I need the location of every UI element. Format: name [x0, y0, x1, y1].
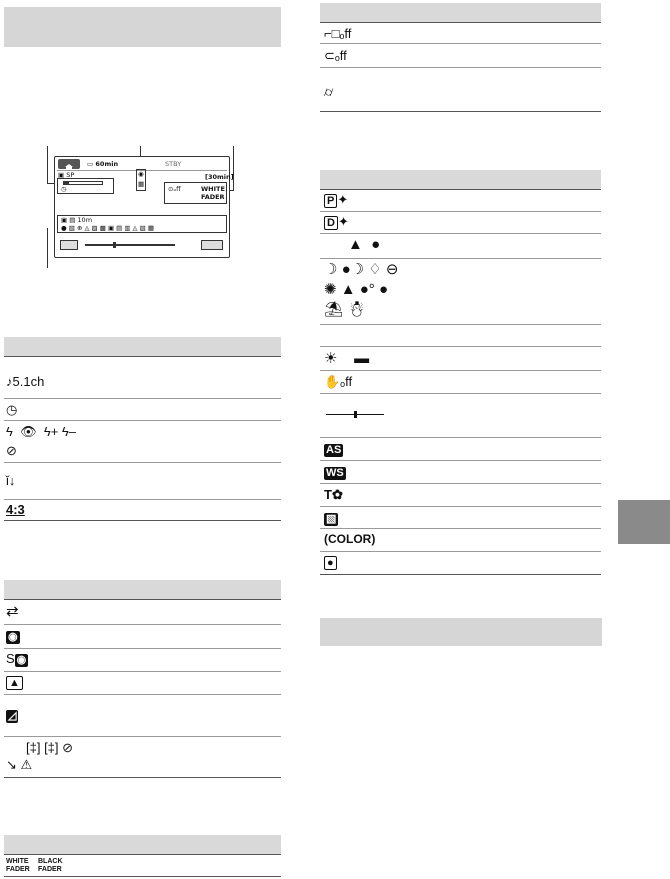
play-button[interactable] [60, 240, 78, 250]
timer-icon: ◷ [61, 185, 67, 193]
lcd-screen [54, 156, 234, 258]
memory-warning-icons: [‡] [‡] ⊘ [26, 740, 74, 755]
super-nightshot-icon: S ◉ [6, 651, 27, 666]
home-button[interactable] [58, 159, 80, 169]
wide-select-icon: WS [326, 467, 344, 479]
scene-icons-2: ☽ ●☽ ♢ ⊖ [324, 261, 399, 278]
fader-box: ⊙ₒff WHITE FADER [164, 182, 227, 204]
lcd-off-icon: ⌐□ₒff [324, 26, 352, 41]
surround-icon: ♪5.1ch [6, 374, 45, 389]
scene-icons-1: ▲ ● [348, 236, 381, 253]
repeat-icon: ⇄ [6, 603, 19, 620]
mode-icons: ● ▧ ⊕ ◬ ▨ ▩ ▣ ▤ ▥ ◬ ▧ ▦ [61, 224, 154, 232]
quality-icon: ▣ SP [58, 171, 75, 179]
mic-level-icon: ǐ↓ [6, 473, 16, 488]
lcd-diagram [40, 146, 235, 261]
aspect-icon: 4:3 [6, 502, 25, 517]
d-effect-icon: D ✦ [324, 214, 349, 230]
flash-off-icon: ⊘ [6, 443, 17, 458]
table-header-band [320, 170, 601, 189]
face-icon: ◉ [138, 170, 144, 178]
backlight-icon: ▲ [6, 674, 23, 690]
scene-icons-4: ⛱ ☃ [324, 301, 367, 318]
grid-icon: ▦ [138, 180, 145, 188]
x-v-color-icon: (COLOR) [324, 532, 376, 546]
nightshot-icon: ◉ [8, 631, 18, 643]
options-button[interactable] [201, 240, 223, 250]
callout-line [233, 146, 234, 191]
zoom-bar [85, 244, 175, 246]
callout-line [47, 228, 48, 268]
p-effect-icon: P ✦ [324, 192, 348, 208]
black-fader-label: BLACK FADER [38, 858, 63, 873]
battery-indicator: ▭ 60min [87, 160, 119, 168]
off-icon: ⊙ₒff [168, 185, 181, 193]
steadyshot-off-icon: ✋ₒff [324, 374, 353, 389]
callout-line [140, 146, 141, 156]
status-row-box [57, 215, 227, 233]
warning-icons: ↘ ⚠ [6, 757, 33, 772]
section-title-box [320, 618, 602, 646]
center-icon-box [136, 169, 146, 191]
zebra-icon: ▧ [326, 513, 337, 525]
hdd-icon: ⌭ [324, 84, 334, 99]
section-side-tab [618, 500, 670, 544]
callout-line [47, 146, 48, 184]
status-text: STBY [165, 160, 182, 168]
table-header-band [4, 580, 281, 599]
face-detection-icon: ● [324, 554, 337, 570]
table-header-band [4, 835, 281, 854]
volume-box [57, 178, 114, 194]
tele-macro-icon: T✿ [324, 487, 343, 502]
white-balance-icons: ☀ ▬ [324, 350, 370, 367]
remote-off-icon: ⊂ₒff [324, 48, 347, 63]
white-fader-label: WHITE FADER [6, 858, 30, 873]
color-slow-shutter-icon: ◿ [8, 710, 17, 722]
self-timer-icon: ◷ [6, 402, 18, 417]
table-header-band [4, 337, 281, 356]
remaining-time: [30min] [205, 173, 234, 181]
auto-slow-shutter-icon: AS [326, 444, 342, 456]
table-header-band [320, 3, 601, 22]
scene-icons-3: ✺ ▲ ●° ● [324, 281, 389, 298]
section-title-box [4, 7, 281, 47]
flash-icons: ϟ 👁 ϟ+ ϟ– [6, 424, 77, 439]
portrait-icon: ▣ ▤ 10m [61, 216, 93, 224]
